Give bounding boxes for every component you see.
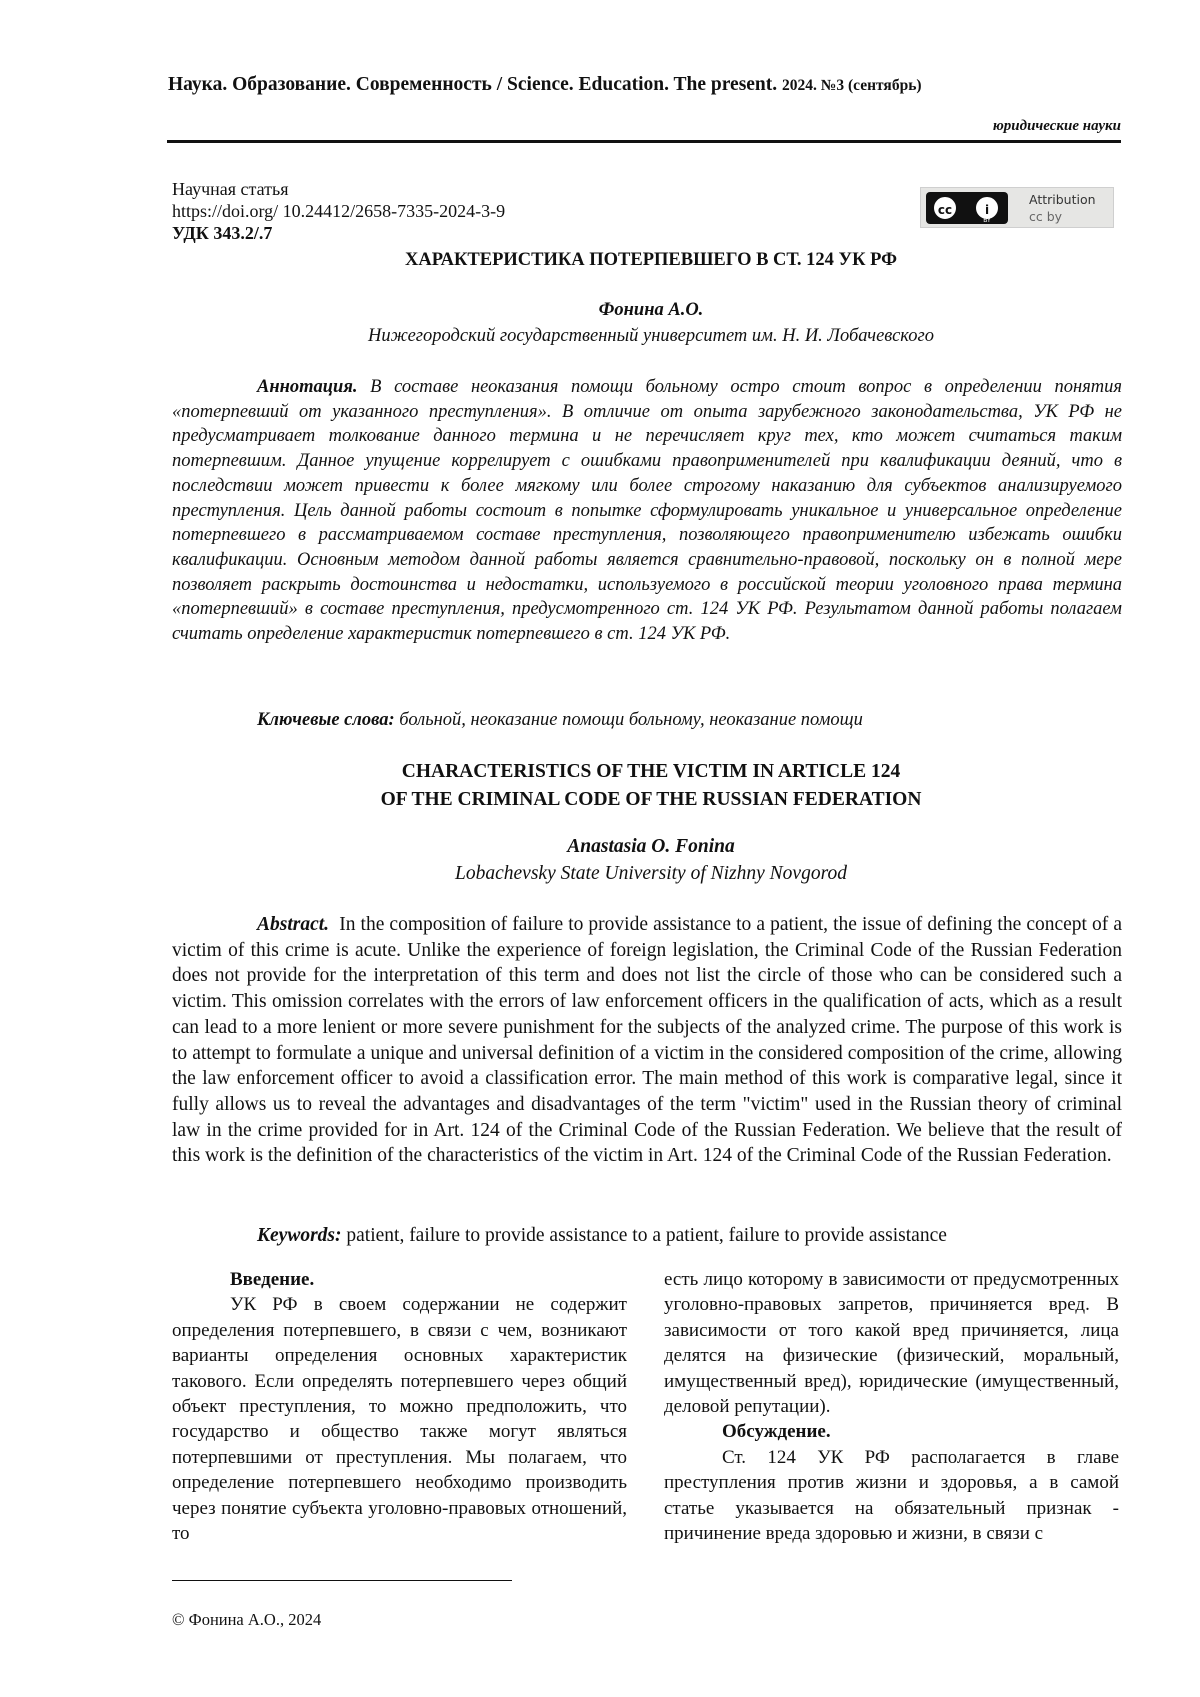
en-keywords <box>257 1225 947 1247</box>
ru-abstract-text: В составе неоказания помощи больному остро стоит вопрос в определении понятия «потерпевший от указанного преступления». В отличие от опыта зарубежного законодательства, УК РФ не предусматривает толкование данного термина и не перечисляет круг тех, кто может считаться таким потерпевшим. Данное упущение коррелирует с ошибками правоприменителей при квалификации деяний, что в последствии может привести к более мягкому или более строгому наказанию для субъектов анализируемого преступления. Цель данной работы состоит в попытке сформулировать уникальное и универсальное определение потерпевшего в рассматриваемом составе преступления, позволяющего правоприменителю избежать ошибки квалификации. Основным методом данной работы является сравнительно-правовой, поскольку он в полной мере позволяет раскрыть достоинства и недостатки, используемого в российской теории уголовного права термина «потерпевший» в составе преступления, предусмотренного ст. 124 УК РФ. Результатом данной работы полагаем считать определение характеристик потерпевшего в ст. 124 УК РФ. <box>172 377 1123 645</box>
en-title-line2: OF THE CRIMINAL CODE OF THE RUSSIAN FEDERATION <box>380 789 922 810</box>
discussion-paragraph: Ст. 124 УК РФ располагается в главе преступления против жизни и здоровья, а в самой статье указывается на обязательный признак - причинение вреда здоровью и жизни, в связи с <box>664 1446 1119 1545</box>
cc-symbol-icon: cc <box>932 195 958 221</box>
ru-abstract-label: Аннотация. <box>257 377 358 397</box>
body-column-right <box>664 1267 1119 1546</box>
intro-paragraph-continued: есть лицо которому в зависимости от предусмотренных уголовно-правовых запретов, причиняется вред. В зависимости от того какой вред причиняется, лица делятся на физические (физический, моральный, имущественный вред), юридические (имущественный, деловой репутации). <box>664 1269 1119 1418</box>
license-line2: cc by <box>1029 209 1063 224</box>
license-line1: Attribution <box>1029 192 1096 207</box>
en-affiliation: Lobachevsky State University of Nizhny Novgorod <box>455 863 847 884</box>
attribution-person-icon: i <box>974 195 1000 221</box>
ru-keywords-text: больной, неоказание помощи больному, неоказание помощи <box>399 710 863 730</box>
journal-issue: 2024. №3 (сентябрь) <box>782 77 922 94</box>
intro-paragraph: УК РФ в своем содержании не содержит определения потерпевшего, в связи с чем, возникают варианты определения основных характеристик такового. Если определять потерпевшего через общий объект преступления, то можно предположить, что государство и общество также могут являться потерпевшими от преступления. Мы полагаем, что определение потерпевшего необходимо производить через понятие субъекта уголовно-правовых отношений, то <box>172 1294 627 1545</box>
en-abstract <box>172 912 1122 1169</box>
creative-commons-icon <box>926 192 1008 224</box>
en-title <box>172 758 1130 814</box>
en-author: Anastasia O. Fonina <box>567 836 735 857</box>
article-meta <box>172 178 505 244</box>
ru-title: ХАРАКТЕРИСТИКА ПОТЕРПЕВШЕГО В СТ. 124 УК РФ <box>404 250 898 270</box>
en-keywords-label: Keywords: <box>257 1225 342 1246</box>
license-text <box>1029 191 1096 225</box>
en-abstract-text: In the composition of failure to provide assistance to a patient, the issue of defining the concept of a victim of this crime is acute. Unlike the experience of foreign legislation, the Criminal Code of the Russian Federation does not provide for the interpretation of this term and does not list the circle of those who can be considered such a victim. This omission correlates with the errors of law enforcement officers in the qualification of acts, which as a result can lead to a more lenient or more severe punishment for the subjects of the analyzed crime. The purpose of this work is to attempt to formulate a unique and universal definition of a victim in the considered composition of the crime, allowing the law enforcement officer to avoid a classification error. The main method of this work is comparative legal, since it fully allows us to reveal the advantages and disadvantages of the term "victim" used in the Russian theory of criminal law in the crime provided for in Art. 124 of the Criminal Code of the Russian Federation. We believe that the result of this work is the definition of the characteristics of the victim in Art. 124 of the Criminal Code of the Russian Federation. <box>172 914 1123 1167</box>
intro-heading: Введение. <box>230 1269 315 1290</box>
discussion-heading: Обсуждение. <box>722 1421 831 1443</box>
section-label: юридические науки <box>992 118 1121 134</box>
copyright-notice: © Фонина А.О., 2024 <box>172 1610 322 1629</box>
ru-affiliation: Нижегородский государственный университет им. Н. И. Лобачевского <box>368 326 934 346</box>
body-column-left <box>172 1267 627 1546</box>
journal-name: Наука. Образование. Современность / Science. Education. The present. <box>168 74 778 95</box>
article-type: Научная статья <box>172 179 289 199</box>
footnote-rule <box>172 1580 512 1581</box>
ru-author: Фонина А.О. <box>598 300 704 320</box>
en-title-line1: CHARACTERISTICS OF THE VICTIM IN ARTICLE 124 <box>401 761 901 782</box>
udk-code: УДК 343.2/.7 <box>172 223 273 243</box>
en-keywords-text: patient, failure to provide assistance to a patient, failure to provide assistance <box>346 1225 947 1246</box>
ru-keywords <box>257 710 863 731</box>
creative-commons-badge[interactable] <box>920 187 1114 228</box>
ru-keywords-label: Ключевые слова: <box>257 710 395 730</box>
cc-by-label: BY <box>983 217 991 224</box>
journal-title <box>168 74 1128 96</box>
en-abstract-label: Abstract. <box>257 914 330 935</box>
header-rule <box>167 140 1121 143</box>
ru-abstract <box>172 375 1122 647</box>
doi-link[interactable]: https://doi.org/ 10.24412/2658-7335-2024-3-9 <box>172 201 506 221</box>
